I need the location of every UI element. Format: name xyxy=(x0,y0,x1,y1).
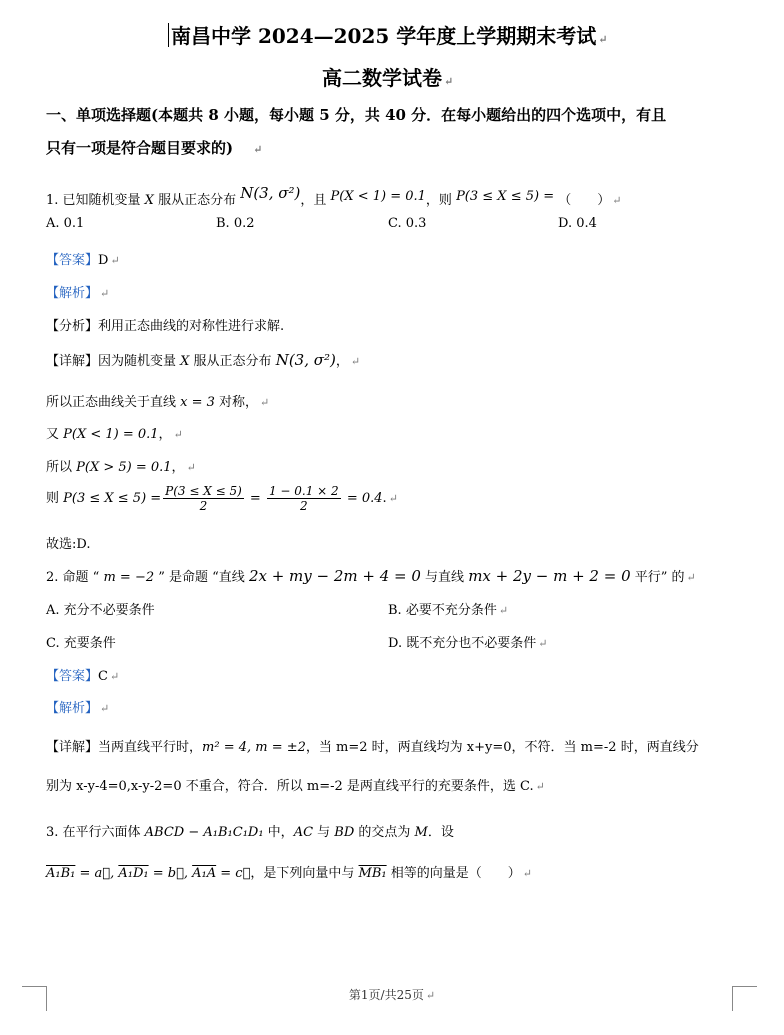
section-heading-line1: 一、单项选择题(本题共 8 小题，每小题 5 分，共 40 分．在每小题给出的四个选项中，有且 xyxy=(46,106,667,124)
paragraph-mark-icon: ↵ xyxy=(100,287,110,300)
q1-conclusion: 故选:D. xyxy=(46,537,91,552)
q1-answer: 【答案】D ↵ xyxy=(46,253,120,268)
exam-subtitle: 高二数学试卷 ↵ xyxy=(322,66,454,90)
vector-a1d1: A₁D₁ xyxy=(118,866,149,881)
q1-symmetry: 所以正态曲线关于直线 x = 3 对称， ↵ xyxy=(46,395,270,410)
q1-then: 则 P(3 ≤ X ≤ 5) = $\frac{P(3 \le X \le 5)}{2}$ = $\frac{1 - 0.1 \times 2}{2}$ = 0.4. ↵ xyxy=(46,484,398,513)
vector-mb1: MB₁ xyxy=(358,866,387,881)
q1-option-a: A. 0.1 xyxy=(46,216,85,231)
paragraph-mark-icon: ↵ xyxy=(612,194,622,207)
q2-option-d: D. 既不充分也不必要条件 ↵ xyxy=(388,636,548,651)
q1-option-b: B. 0.2 xyxy=(216,216,255,231)
q2-line-1: 2x + my − 2m + 4 = 0 xyxy=(248,567,421,585)
paragraph-mark-icon: ↵ xyxy=(425,989,436,1002)
cursor-bar xyxy=(168,23,169,47)
q2-stem: 2. 命题 “ m = −2 ” 是命题 “直线 2x + my − 2m + 4 = 0 与直线 mx + 2y − m + 2 = 0 平行” 的 ↵ xyxy=(46,567,696,585)
q1-fraction-1: $\frac{P(3 \le X \le 5)}{2}$ xyxy=(165,484,242,513)
page-footer: 第1页/共25页 ↵ xyxy=(348,988,436,1002)
q2-option-b: B. 必要不充分条件 ↵ xyxy=(388,603,509,618)
vector-a1a: A₁A xyxy=(192,866,217,881)
paragraph-mark-icon: ↵ xyxy=(535,780,545,793)
q2-option-a: A. 充分不必要条件 xyxy=(46,603,155,618)
q1-distribution: N(3, σ²) xyxy=(240,184,301,202)
paragraph-mark-icon: ↵ xyxy=(253,143,263,156)
q1-stem: 1. 已知随机变量 X 服从正态分布 N(3, σ²)，且 P(X < 1) = 0.1，则 P(3 ≤ X ≤ 5) = （ ） ↵ xyxy=(46,184,622,208)
q1-fenxi: 【分析】利用正态曲线的对称性进行求解. xyxy=(46,319,285,334)
paragraph-mark-icon: ↵ xyxy=(109,670,120,683)
vector-a1b1: A₁B₁ xyxy=(46,866,76,881)
q1-so: 所以 P(X > 5) = 0.1， ↵ xyxy=(46,460,196,475)
q1-option-c: C. 0.3 xyxy=(388,216,427,231)
q3-solid: ABCD − A₁B₁C₁D₁ xyxy=(144,825,264,840)
q1-analysis-tag: 【解析】 ↵ xyxy=(46,286,110,301)
q2-analysis-tag: 【解析】 ↵ xyxy=(46,701,110,716)
q1-ask: P(3 ≤ X ≤ 5) = xyxy=(456,189,555,204)
paragraph-mark-icon: ↵ xyxy=(173,428,183,441)
q3-stem: 3. 在平行六面体 ABCD − A₁B₁C₁D₁ 中，AC 与 BD 的交点为 M．设 xyxy=(46,825,454,840)
paragraph-mark-icon: ↵ xyxy=(350,355,361,368)
q2-answer: 【答案】C ↵ xyxy=(46,669,120,684)
paragraph-mark-icon: ↵ xyxy=(538,637,548,650)
q1-also: 又 P(X < 1) = 0.1， ↵ xyxy=(46,427,183,442)
paragraph-mark-icon: ↵ xyxy=(498,604,509,617)
section-heading-line2: 只有一项是符合题目要求的) ↵ xyxy=(46,139,263,157)
paragraph-mark-icon: ↵ xyxy=(260,396,270,409)
paragraph-mark-icon: ↵ xyxy=(100,702,110,715)
q1-option-d: D. 0.4 xyxy=(558,216,597,231)
paragraph-mark-icon: ↵ xyxy=(444,75,454,88)
paragraph-mark-icon: ↵ xyxy=(522,867,532,880)
q1-condition: P(X < 1) = 0.1 xyxy=(330,189,426,204)
exam-title: 南昌中学 2024—2025 学年度上学期期末考试 ↵ xyxy=(168,20,607,49)
q2-option-c: C. 充要条件 xyxy=(46,636,116,651)
q1-fraction-2: $\frac{1 - 0.1 \times 2}{2}$ xyxy=(268,484,339,513)
paragraph-mark-icon: ↵ xyxy=(186,461,196,474)
paragraph-mark-icon: ↵ xyxy=(388,492,398,505)
paragraph-mark-icon: ↵ xyxy=(686,571,696,584)
paragraph-mark-icon: ↵ xyxy=(598,33,608,46)
q2-line-2: mx + 2y − m + 2 = 0 xyxy=(468,567,631,585)
paragraph-mark-icon: ↵ xyxy=(110,254,120,267)
q3-vectors: A₁B₁ = a⃗, A₁D₁ = b⃗, A₁A = c⃗，是下列向量中与 MB₁ 相等的向量是（ ） ↵ xyxy=(46,866,532,881)
q2-detail: 【详解】当两直线平行时，m² = 4, m = ±2，当 m=2 时，两直线均为 x+y=0，不符．当 m=-2 时，两直线分 xyxy=(46,740,699,755)
q2-detail-line2: 别为 x-y-4=0,x-y-2=0 不重合，符合．所以 m=-2 是两直线平行的充要条件，选 C. ↵ xyxy=(46,779,545,794)
q1-detail: 【详解】因为随机变量 X 服从正态分布 N(3, σ²)， ↵ xyxy=(46,351,361,369)
